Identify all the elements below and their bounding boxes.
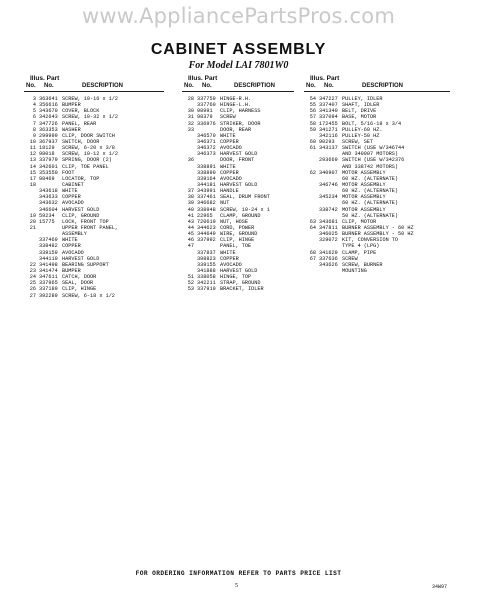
header-rule — [24, 91, 164, 92]
part-description: AND 338742 MOTORS) — [342, 163, 399, 170]
part-number: 299999 — [39, 132, 58, 139]
watermark: www.AppliancePartsPros.com — [82, 4, 395, 28]
part-number: 341629 — [319, 249, 338, 256]
part-number: 392289 — [39, 292, 58, 299]
part-description: SCREW, 6-20 x 3/8 — [62, 145, 115, 152]
part-number: 338948 — [197, 206, 216, 213]
part-number: 339164 — [197, 175, 216, 182]
part-number: 337189 — [39, 286, 58, 293]
header-part-no: No. — [202, 83, 212, 89]
part-description: CLIP, HINGE — [62, 286, 97, 293]
illus-number: 6 — [32, 114, 36, 121]
part-description: AVOCADO — [62, 249, 84, 256]
part-description: MOTOR ASSEMBLY — [342, 206, 386, 213]
part-description: STRAP, GROUND — [220, 280, 261, 287]
part-description: MOTOR ASSEMBLY — [342, 169, 386, 176]
illus-number: 53 — [187, 286, 194, 293]
part-description: BASE, MOTOR — [342, 114, 377, 121]
part-number: 356616 — [39, 102, 58, 109]
part-description: SCREW, 10-16 x 1/2 — [62, 96, 119, 102]
illus-number: 58 — [309, 120, 316, 127]
part-description: LOCK, FRONT TOP — [62, 218, 109, 225]
column-header — [24, 74, 172, 96]
part-number: 346025 — [319, 231, 338, 238]
illus-number: 18 — [29, 181, 36, 188]
header-illus-part: Illus. Part — [310, 75, 340, 82]
part-description: KIT, CONVERSION TO — [342, 237, 399, 244]
illus-number: 19 — [29, 212, 36, 219]
part-number: 336976 — [197, 120, 216, 127]
illus-number: 27 — [29, 292, 36, 299]
ordering-footer: FOR ORDERING INFORMATION REFER TO PARTS PRICE LIST — [135, 570, 342, 577]
part-description: SCREW, 10-32 x 1/2 — [62, 114, 119, 121]
illus-number: 45 — [187, 231, 194, 238]
illus-number: 20 — [29, 218, 36, 225]
part-description: DOOR, REAR — [220, 126, 252, 133]
part-number: 15775 — [39, 218, 55, 225]
part-number: 90293 — [319, 138, 335, 145]
part-number: 353550 — [39, 169, 58, 176]
part-description: HARVEST GOLD — [220, 267, 258, 274]
illus-number: 55 — [309, 102, 316, 109]
part-description: BUMPER — [62, 102, 81, 109]
illus-number: 9 — [32, 132, 36, 139]
parts-rows — [24, 96, 172, 299]
illus-number: 63 — [309, 218, 316, 225]
part-description: CLIP, MOTOR — [342, 218, 377, 225]
part-number: 346570 — [197, 132, 216, 139]
part-number: 347726 — [39, 120, 58, 127]
part-description: DOOR, FRONT — [220, 157, 255, 164]
part-number: 337979 — [39, 157, 58, 164]
illus-number: 41 — [187, 212, 194, 219]
part-number: 337469 — [39, 237, 58, 244]
part-number: 343626 — [319, 261, 338, 268]
part-number: 337407 — [319, 102, 338, 109]
part-number: 172455 — [319, 120, 338, 127]
part-description: AND 340907 MOTORS) — [342, 151, 399, 158]
part-description: CLIP, HARNESS — [220, 108, 261, 115]
part-number: 346371 — [197, 138, 216, 145]
illus-number: 21 — [29, 224, 36, 231]
part-description: COPPER — [220, 138, 239, 145]
part-description: 60 HZ. (ALTERNATE) — [342, 175, 399, 182]
part-number: 337965 — [39, 280, 58, 287]
part-number: 341888 — [197, 267, 216, 274]
part-number: 337992 — [197, 237, 216, 244]
illus-number: 44 — [187, 224, 194, 231]
illus-number: 67 — [309, 255, 316, 262]
part-description: AVOCADO — [62, 200, 84, 207]
part-number: 341474 — [39, 267, 58, 274]
part-description: WHITE — [220, 132, 236, 139]
part-number: 338891 — [197, 163, 216, 170]
illus-number: 43 — [187, 218, 194, 225]
part-number: 363353 — [39, 126, 58, 133]
part-description: 60 HZ. (ALTERNATE) — [342, 188, 399, 195]
part-number: 337636 — [319, 255, 338, 262]
part-description: CLIP, DOOR SWITCH — [62, 132, 115, 139]
part-number: 98469 — [39, 175, 55, 182]
part-number: 22965 — [197, 212, 213, 219]
part-number: 341340 — [319, 108, 338, 115]
part-number: 720619 — [197, 218, 216, 225]
part-description: LOCATOR, TOP — [62, 175, 100, 182]
part-description: WHITE — [220, 249, 236, 256]
header-illus-part: Illus. Part — [188, 75, 218, 82]
part-number: 293669 — [319, 157, 338, 164]
part-description: HINGE-L.H. — [220, 102, 252, 109]
part-description: HANDLE — [220, 188, 239, 195]
illus-number: 36 — [187, 157, 194, 164]
part-description: SEAL, DOOR — [62, 280, 94, 287]
part-description: WIRE, GROUND — [220, 231, 258, 238]
illus-number: 68 — [309, 249, 316, 256]
part-number: 342116 — [319, 132, 338, 139]
part-number: 343681 — [319, 218, 338, 225]
part-number: 346604 — [39, 206, 58, 213]
part-description: SCREW, BURNER — [342, 261, 383, 268]
header-description: DESCRIPTION — [234, 83, 276, 89]
header-description: DESCRIPTION — [82, 83, 124, 89]
illus-number: 30 — [187, 108, 194, 115]
part-number: 346372 — [197, 145, 216, 152]
illus-number: 47 — [187, 243, 194, 250]
illus-number: 25 — [29, 280, 36, 287]
part-description: SPRING, DOOR (2) — [62, 157, 112, 164]
part-number: 338890 — [197, 169, 216, 176]
part-number: 343632 — [39, 200, 58, 207]
part-number: 343137 — [319, 145, 338, 152]
header-illus-no: No. — [26, 83, 36, 89]
part-description: SEAL, DRUM FRONT — [220, 194, 270, 201]
part-number: 347227 — [319, 96, 338, 102]
part-number: 367937 — [39, 138, 58, 145]
part-description: CATCH, DOOR — [62, 274, 97, 281]
part-row — [304, 268, 454, 274]
part-description: CABINET — [62, 181, 84, 188]
part-description: WASHER — [62, 126, 81, 133]
part-number: 341498 — [39, 261, 58, 268]
illus-number: 31 — [187, 114, 194, 121]
illus-number: 4 — [32, 102, 36, 109]
part-description: HINGE, TOP — [220, 274, 252, 281]
document-code: 34W97 — [432, 584, 448, 590]
illus-number: 64 — [309, 224, 316, 231]
part-number: 337094 — [319, 114, 338, 121]
part-number: 343633 — [39, 194, 58, 201]
part-description: CLAMP, GROUND — [220, 212, 261, 219]
illus-number: 38 — [187, 194, 194, 201]
part-description: SWITCH (USE W/342376 — [342, 157, 405, 164]
illus-number: 59 — [309, 126, 316, 133]
illus-number: 56 — [309, 108, 316, 115]
part-description: HARVEST GOLD — [62, 206, 100, 213]
part-description: SCREW — [342, 255, 358, 262]
header-part-no: No. — [324, 83, 334, 89]
part-description: COPPER — [62, 243, 81, 250]
illus-number: 5 — [32, 108, 36, 115]
parts-column-3 — [304, 74, 454, 274]
part-number: 98379 — [197, 114, 213, 121]
part-description: FOOT — [62, 169, 75, 176]
part-description: BEARING SUPPORT — [62, 261, 109, 268]
illus-number: 60 — [309, 138, 316, 145]
part-description: SCREW, SET — [342, 138, 374, 145]
part-description: AVOCADO — [220, 145, 242, 152]
column-header — [304, 74, 454, 96]
part-description: BURNER ASSEMBLY - 60 HZ — [342, 224, 414, 231]
part-number: 98991 — [197, 108, 213, 115]
part-description: WHITE — [62, 237, 78, 244]
illus-number: 39 — [187, 200, 194, 207]
header-rule — [182, 91, 294, 92]
part-number: 338482 — [39, 243, 58, 250]
illus-number: 23 — [29, 267, 36, 274]
part-description: SCREW, 10-24 x 1 — [220, 206, 270, 213]
header-illus-no: No. — [184, 83, 194, 89]
part-description: UPPER FRONT PANEL, — [62, 224, 119, 231]
header-illus-no: No. — [306, 83, 316, 89]
part-number: 342601 — [39, 163, 58, 170]
part-description: SHAFT, IDLER — [342, 102, 380, 109]
part-number: 337759 — [197, 96, 216, 102]
part-description: 50 HZ. (ALTERNATE) — [342, 212, 399, 219]
parts-column-2 — [182, 74, 300, 293]
part-number: 344181 — [197, 181, 216, 188]
part-number: 344623 — [197, 224, 216, 231]
illus-number: 3 — [32, 96, 36, 102]
part-description: PULLEY-60 HZ. — [342, 126, 383, 133]
illus-number: 10 — [29, 138, 36, 145]
part-description: BRACKET, IDLER — [220, 286, 264, 293]
illus-number: 52 — [187, 280, 194, 287]
part-number: 337837 — [197, 249, 216, 256]
illus-number: 11 — [29, 145, 36, 152]
part-number: 338742 — [319, 206, 338, 213]
part-description: CLIP, GROUND — [62, 212, 100, 219]
part-number: 340907 — [319, 169, 338, 176]
part-row — [24, 293, 172, 299]
illus-number: 8 — [32, 126, 36, 133]
illus-number: 54 — [309, 96, 316, 102]
illus-number: 24 — [29, 274, 36, 281]
part-description: SWITCH (USE W/346744 — [342, 145, 405, 152]
part-number: 343670 — [39, 108, 58, 115]
illus-number: 57 — [309, 114, 316, 121]
part-description: STRIKER, DOOR — [220, 120, 261, 127]
part-description: PANEL, REAR — [62, 120, 97, 127]
part-description: MOTOR ASSEMBLY — [342, 181, 386, 188]
part-number: 337461 — [197, 194, 216, 201]
illus-number: 51 — [187, 274, 194, 281]
illus-number: 14 — [29, 163, 36, 170]
part-description: HARVEST GOLD — [220, 181, 258, 188]
illus-number: 15 — [29, 169, 36, 176]
illus-number: 32 — [187, 120, 194, 127]
illus-number: 22 — [29, 261, 36, 268]
part-number: 345234 — [319, 194, 338, 201]
part-description: BURNER ASSEMBLY - 50 HZ — [342, 231, 414, 238]
part-description: WHITE — [62, 188, 78, 195]
part-description: COPPER — [62, 194, 81, 201]
illus-number: 62 — [309, 169, 316, 176]
part-description: SCREW, 6-18 x 1/2 — [62, 292, 115, 299]
part-number: 343991 — [197, 188, 216, 195]
part-description: COPPER — [220, 255, 239, 262]
part-number: 346373 — [197, 151, 216, 158]
part-number: 343618 — [39, 188, 58, 195]
part-description: AVOCADO — [220, 261, 242, 268]
parts-column-1 — [24, 74, 172, 299]
part-number: 339155 — [197, 261, 216, 268]
part-description: PANEL, TOE — [220, 243, 252, 250]
illus-number: 26 — [29, 286, 36, 293]
part-description: CLIP, TOE PANEL — [62, 163, 109, 170]
illus-number: 33 — [187, 126, 194, 133]
part-description: BUMPER — [62, 267, 81, 274]
illus-number: 37 — [187, 188, 194, 195]
part-number: 347811 — [319, 224, 338, 231]
part-description: CLAMP, PIPE — [342, 249, 377, 256]
part-number: 339159 — [39, 249, 58, 256]
part-number: 337910 — [197, 286, 216, 293]
part-number: 347611 — [39, 274, 58, 281]
part-description: COVER, BLOCK — [62, 108, 100, 115]
part-description: CLIP, HINGE — [220, 237, 255, 244]
part-description: PULLEY, IDLER — [342, 96, 383, 102]
part-number: 363641 — [39, 96, 58, 102]
page-title: CABINET ASSEMBLY — [150, 41, 327, 58]
part-description: MOTOR ASSEMBLY — [342, 194, 386, 201]
part-number: 346682 — [197, 200, 216, 207]
part-number: 338058 — [197, 274, 216, 281]
part-description: CORD, POWER — [220, 224, 255, 231]
part-number: 346746 — [319, 181, 338, 188]
header-illus-part: Illus. Part — [30, 75, 60, 82]
part-description: NUT — [220, 200, 230, 207]
part-description: AVOCADO — [220, 175, 242, 182]
part-number: 398823 — [197, 255, 216, 262]
part-description: 60 HZ. (ALTERNATE) — [342, 200, 399, 207]
part-number: 344649 — [197, 231, 216, 238]
part-row — [182, 286, 300, 292]
header-rule — [304, 91, 450, 92]
part-description: SWITCH, DOOR — [62, 138, 100, 145]
illus-number: 40 — [187, 206, 194, 213]
header-description: DESCRIPTION — [362, 83, 404, 89]
part-number: 341271 — [319, 126, 338, 133]
illus-number: 7 — [32, 120, 36, 127]
parts-rows — [182, 96, 300, 293]
part-description: COPPER — [220, 169, 239, 176]
part-description: HINGE-R.H. — [220, 96, 252, 102]
part-description: PULLEY-50 HZ — [342, 132, 380, 139]
part-description: NUT, HOSE — [220, 218, 249, 225]
parts-rows — [304, 96, 454, 274]
part-description: HARVEST GOLD — [220, 151, 258, 158]
illus-number: 46 — [187, 237, 194, 244]
part-number: 342211 — [197, 280, 216, 287]
illus-number: 12 — [29, 151, 36, 158]
part-number: 59234 — [39, 212, 55, 219]
part-description: BOLT, 5/16-18 x 3/4 — [342, 120, 402, 127]
illus-number: 17 — [29, 175, 36, 182]
part-description: MOUNTING — [342, 267, 367, 274]
part-number: 344110 — [39, 255, 58, 262]
part-description: SCREW, 10-12 x 1/2 — [62, 151, 119, 158]
part-number: 98018 — [39, 151, 55, 158]
part-description: TYPE 4 (LPG) — [342, 243, 380, 250]
part-number: 18129 — [39, 145, 55, 152]
part-description: HARVEST GOLD — [62, 255, 100, 262]
part-description: SCREW — [220, 114, 236, 121]
illus-number: 13 — [29, 157, 36, 164]
part-number: 329072 — [319, 237, 338, 244]
part-number: 337760 — [197, 102, 216, 109]
illus-number: 61 — [309, 145, 316, 152]
part-description: BELT, DRIVE — [342, 108, 377, 115]
part-description: WHITE — [220, 163, 236, 170]
part-number: 342643 — [39, 114, 58, 121]
part-description: ASSEMBLY — [62, 231, 87, 238]
column-header — [182, 74, 300, 96]
illus-number: 28 — [187, 96, 194, 102]
page-number: 5 — [235, 583, 238, 589]
header-part-no: No. — [44, 83, 54, 89]
model-subtitle: For Model LAI 7801W0 — [188, 60, 289, 71]
